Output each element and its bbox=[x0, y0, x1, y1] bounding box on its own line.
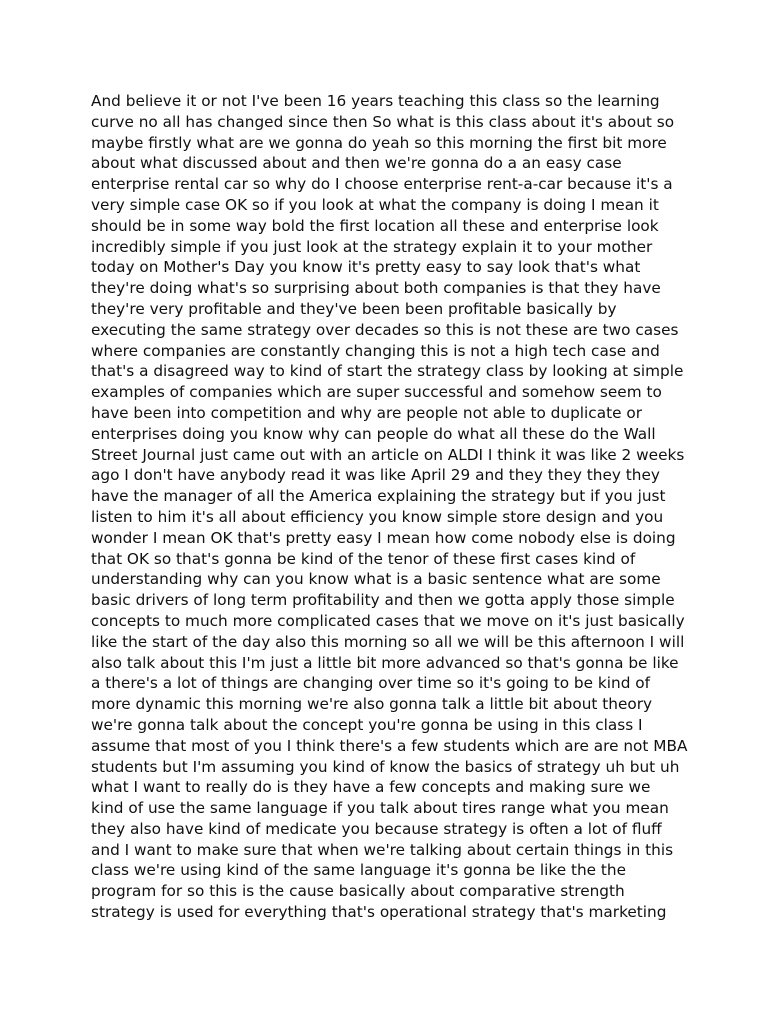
text-line: students but I'm assuming you kind of know the basics of strategy uh but uh bbox=[91, 757, 680, 776]
text-line: have the manager of all the America explaining the strategy but if you just bbox=[91, 487, 666, 506]
text-line: and I want to make sure that when we're talking about certain things in this bbox=[91, 840, 674, 859]
text-line: basic drivers of long term profitability and then we gotta apply those simple bbox=[91, 591, 675, 610]
text-line: kind of use the same language if you talk about tires range what you mean bbox=[91, 799, 669, 818]
text-line: they also have kind of medicate you because strategy is often a lot of fluff bbox=[91, 819, 662, 838]
text-line: incredibly simple if you just look at the strategy explain it to your mother bbox=[91, 237, 653, 256]
text-line: understanding why can you know what is a basic sentence what are some bbox=[91, 570, 661, 589]
text-line: that OK so that's gonna be kind of the tenor of these first cases kind of bbox=[91, 549, 636, 568]
text-line: today on Mother's Day you know it's pretty easy to say look that's what bbox=[91, 258, 641, 277]
text-line: like the start of the day also this morning so all we will be this afternoon I will bbox=[91, 632, 685, 651]
text-line: should be in some way bold the first location all these and enterprise look bbox=[91, 216, 659, 235]
text-line: assume that most of you I think there's a few students which are are not MBA bbox=[91, 736, 688, 755]
text-line: enterprises doing you know why can people do what all these do the Wall bbox=[91, 424, 656, 443]
text-line: Street Journal just came out with an article on ALDI I think it was like 2 weeks bbox=[91, 445, 685, 464]
text-line: strategy is used for everything that's operational strategy that's marketing bbox=[91, 903, 667, 922]
text-line: examples of companies which are super successful and somehow seem to bbox=[91, 383, 662, 402]
text-line: where companies are constantly changing this is not a high tech case and bbox=[91, 341, 660, 360]
text-line: program for so this is the cause basically about comparative strength bbox=[91, 882, 625, 901]
text-line: And believe it or not I've been 16 years teaching this class so the learning bbox=[91, 92, 660, 110]
text-line: class we're using kind of the same language it's gonna be like the the bbox=[91, 861, 627, 880]
text-line: that's a disagreed way to kind of start the strategy class by looking at simple bbox=[91, 362, 684, 381]
text-line: listen to him it's all about efficiency you know simple store design and you bbox=[91, 507, 664, 526]
text-line: enterprise rental car so why do I choose enterprise rent-a-car because it's a bbox=[91, 175, 673, 194]
text-line: concepts to much more complicated cases that we move on it's just basically bbox=[91, 611, 685, 630]
text-line: more dynamic this morning we're also gonna talk a little bit about theory bbox=[91, 695, 653, 714]
text-line: wonder I mean OK that's pretty easy I mean how come nobody else is doing bbox=[91, 528, 676, 547]
text-line: executing the same strategy over decades so this is not these are two cases bbox=[91, 320, 679, 339]
text-line: we're gonna talk about the concept you're gonna be using in this class I bbox=[91, 715, 643, 734]
text-line: they're doing what's so surprising about both companies is that they have bbox=[91, 279, 661, 298]
text-line: a there's a lot of things are changing over time so it's going to be kind of bbox=[91, 674, 651, 693]
text-line: they're very profitable and they've been been profitable basically by bbox=[91, 299, 617, 318]
text-line: what I want to really do is they have a few concepts and making sure we bbox=[91, 778, 651, 797]
text-line: about what discussed about and then we're gonna do a an easy case bbox=[91, 154, 622, 173]
text-line: curve no all has changed since then So what is this class about it's about so bbox=[91, 112, 675, 131]
text-line: maybe firstly what are we gonna do yeah so this morning the first bit more bbox=[91, 133, 667, 152]
text-line: ago I don't have anybody read it was like April 29 and they they they they bbox=[91, 466, 660, 485]
transcript-paragraph bbox=[91, 91, 691, 923]
text-line: also talk about this I'm just a little bit more advanced so that's gonna be like bbox=[91, 653, 679, 672]
text-line: very simple case OK so if you look at what the company is doing I mean it bbox=[91, 195, 659, 214]
text-line: have been into competition and why are people not able to duplicate or bbox=[91, 403, 642, 422]
